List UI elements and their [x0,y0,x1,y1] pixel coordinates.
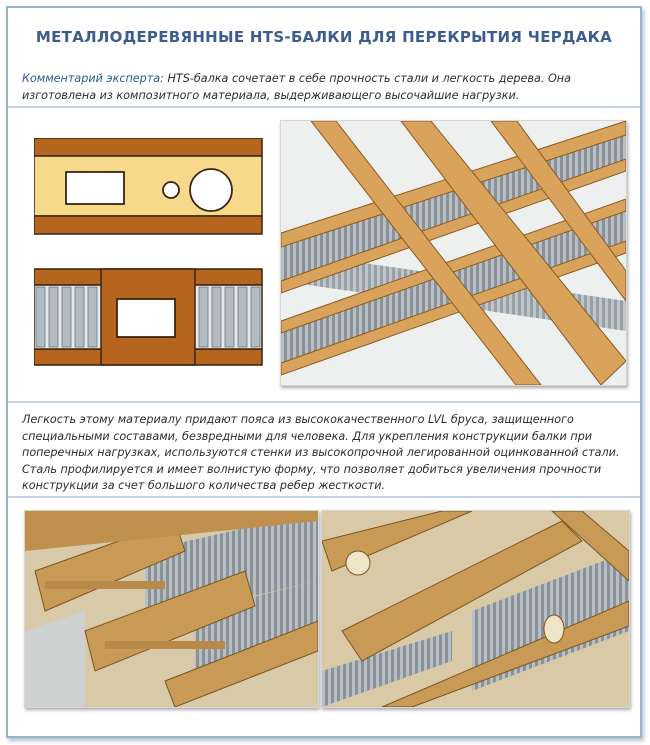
page-title: МЕТАЛЛОДЕРЕВЯННЫЕ HTS-БАЛКИ ДЛЯ ПЕРЕКРЫТИЯ ЧЕРДАКА [35,28,613,46]
beam-top-view [34,138,262,234]
photo-osb-beams-left [24,510,319,708]
expert-comment [22,70,627,104]
separator [8,106,640,108]
expert-comment-text: HTS-балка сочетает в себе прочность стали и легкость дерева. Она изготовлена из композитного материала, выдерживающего высочайшие нагрузки. [22,72,571,102]
beam-diagram [34,138,266,366]
photo-osb-beams-right [321,510,630,708]
small-hole [163,182,179,198]
expert-comment-lead: Комментарий эксперта: [22,72,164,85]
separator [8,496,640,498]
beam-steel-view [34,269,262,365]
rect-hole [66,172,124,204]
photo-ceiling-beams [280,120,627,386]
article-card [6,6,642,738]
separator [8,401,640,403]
description-text: Легкость этому материалу придают пояса из высококачественного LVL бруса, защищенного специальными составами, безвредными для человека. Для укрепления конструкции балки при поперечных нагрузках, используются стенки из высокопрочной легированной оцинкованной стали. Сталь профилируется и имеет волнистую форму, что позволяет добиться увеличения прочности конструкции за счет большого количества ребер жесткости. [22,413,620,492]
large-hole [190,169,232,211]
